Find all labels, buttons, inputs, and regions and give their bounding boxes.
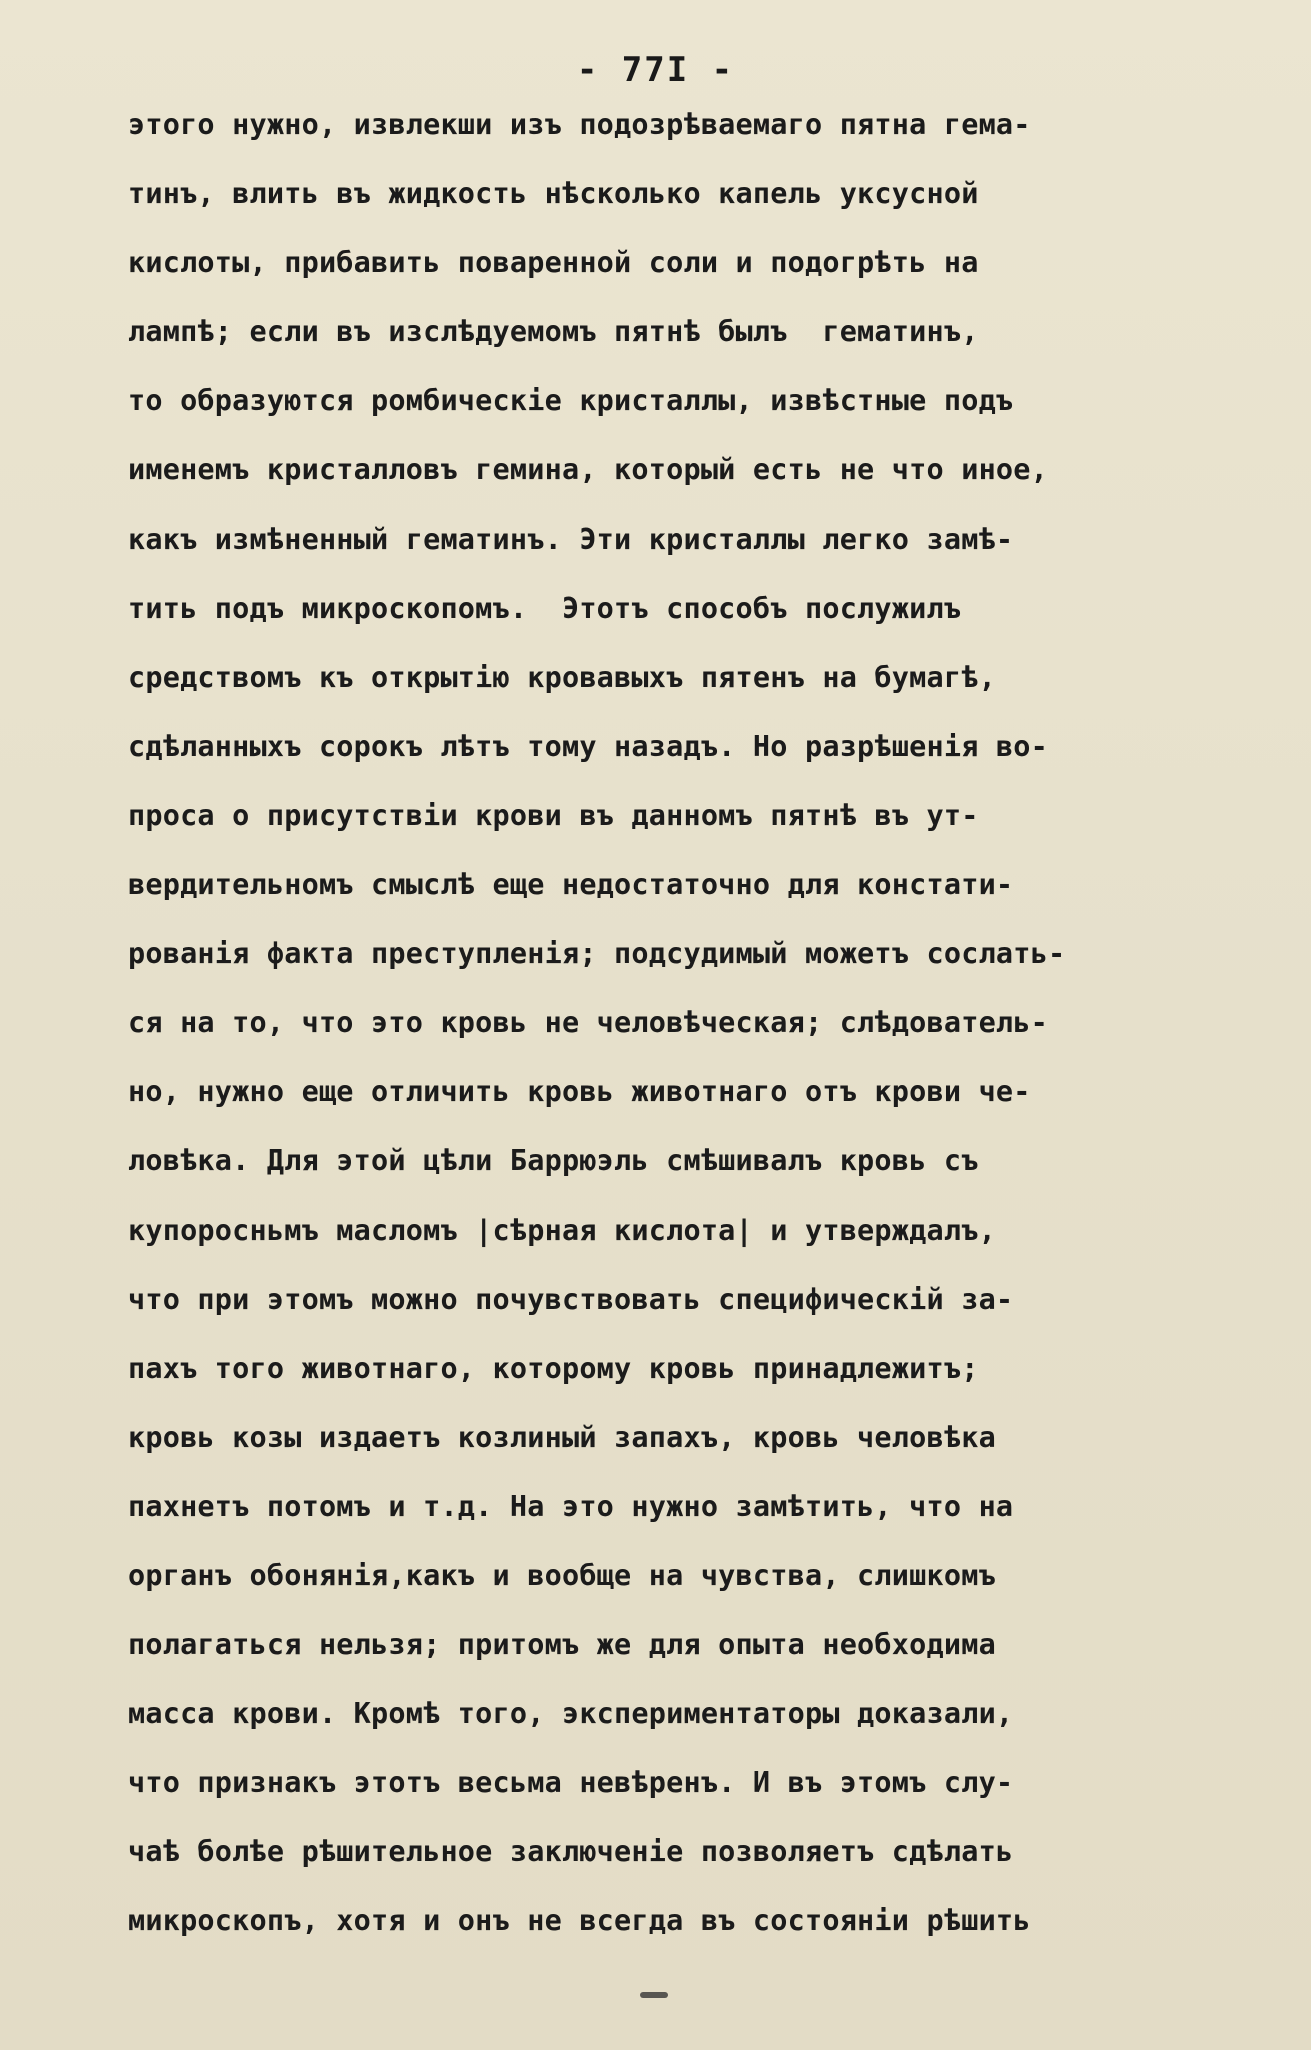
text-line: что признакъ этотъ весьма невѣренъ. И въ этомъ слу- [128,1766,1014,1800]
text-line: что при этомъ можно почувствовать специфическiй за- [128,1282,1014,1316]
text-line: сдѣланныхъ сорокъ лѣтъ тому назадъ. Но разрѣшенiя во- [128,729,1048,763]
text-line: средствомъ къ открытiю кровавыхъ пятенъ на бумагѣ, [128,660,996,694]
text-line: этого нужно, извлекши изъ подозрѣваемаго пятна гема- [128,108,1031,141]
body-text [128,90,1248,1956]
text-line: купоросньмъ масломъ |сѣрная кислота| и утверждалъ, [128,1213,996,1247]
text-line: ловѣка. Для этой цѣли Баррюэль смѣшивалъ кровь съ [128,1144,979,1178]
text-line: кислоты, прибавить поваренной соли и подогрѣть на [128,246,979,280]
text-line: кровь козы издаетъ козлиный запахъ, кровь человѣка [128,1420,996,1454]
text-line: именемъ кристалловъ гемина, который есть не что иное, [128,453,1048,487]
text-line: тинъ, влить въ жидкость нѣсколько капель уксусной [128,177,979,211]
text-line: рованiя факта преступленiя; подсудимый можетъ сослать- [128,937,1066,971]
text-line: пахнетъ потомъ и т.д. На это нужно замѣтить, что на [128,1489,1014,1523]
text-line: вердительномъ смыслѣ еще недостаточно для констати- [128,868,1014,902]
text-line: но, нужно еще отличить кровь животнаго отъ крови че- [128,1075,1031,1109]
text-line: пахъ того животнаго, которому кровь принадлежитъ; [128,1351,979,1385]
text-line: тить подъ микроскопомъ. Этотъ способъ послужилъ [128,591,962,625]
text-line: органъ обонянiя,какъ и вообще на чувства, слишкомъ [128,1558,996,1592]
text-line: чаѣ болѣе рѣшительное заключенiе позволяетъ сдѣлать [128,1835,1014,1869]
text-line: масса крови. Кромѣ того, экспериментаторы доказали, [128,1697,1014,1731]
text-line: то образуются ромбическiе кристаллы, извѣстные подъ [128,384,1014,418]
text-line: проса о присутствiи крови въ данномъ пятнѣ въ ут- [128,798,979,832]
text-line: какъ измѣненный гематинъ. Эти кристаллы легко замѣ- [128,522,1014,556]
text-line: полагаться нельзя; притомъ же для опыта необходима [128,1628,996,1662]
text-line: ся на то, что это кровь не человѣческая; слѣдователь- [128,1006,1048,1040]
text-line: микроскопъ, хотя и онъ не всегда въ состоянiи рѣшить [128,1904,1031,1938]
page-number: - 77I - [576,50,735,90]
ink-smudge [640,1992,668,1998]
text-line: лампѣ; если въ изслѣдуемомъ пятнѣ былъ гематинъ, [128,315,979,349]
